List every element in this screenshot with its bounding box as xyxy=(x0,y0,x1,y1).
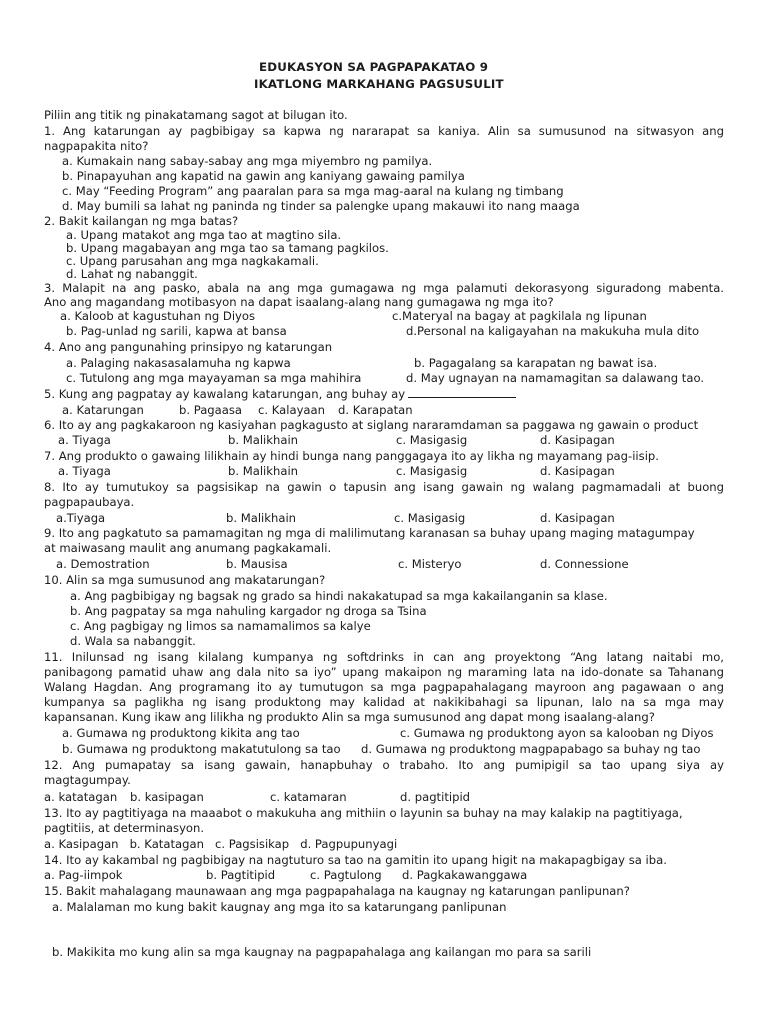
q5-option-d: d. Karapatan xyxy=(338,403,413,417)
q9-option-d: d. Connessione xyxy=(540,557,629,571)
q8-option-c: c. Masigasig xyxy=(394,511,466,525)
q8-option-a: a.Tiyaga xyxy=(56,511,106,525)
q11-option-b: b. Gumawa ng produktong makatutulong sa tao xyxy=(62,742,341,756)
q9-stem-line1: 9. Ito ang pagkatuto sa pamamagitan ng mga di malilimutang karanasan sa buhay upang maging matagumpay xyxy=(44,526,695,540)
q5-option-b: b. Pagaasa xyxy=(179,403,243,417)
q10-stem: 10. Alin sa mga sumusunod ang makatarungan? xyxy=(44,573,326,587)
q11-option-c: c. Gumawa ng produktong ayon sa kalooban ng Diyos xyxy=(400,726,714,740)
q12-option-d: d. pagtitipid xyxy=(400,790,471,804)
answer-blank xyxy=(408,387,516,398)
q10-option-c: c. Ang pagbigay ng limos sa namamalimos sa kalye xyxy=(70,619,371,633)
q8-option-b: b. Malikhain xyxy=(226,511,297,525)
q11-stem-line3: Walang Hagdan. Ang programang ito ay tumutugon sa mga pagpapahalagang mayroon ang pagawaan o ang xyxy=(44,680,724,694)
q5-option-c: c. Kalayaan xyxy=(258,403,325,417)
q12-option-b: b. kasipagan xyxy=(130,790,204,804)
q14-stem: 14. Ito ay kakambal ng pagbibigay na nagtuturo sa tao na gamitin ito upang higit na makapagbigay sa iba. xyxy=(44,853,667,867)
q5-option-a: a. Katarungan xyxy=(62,403,144,417)
q10-option-b: b. Ang pagpatay sa mga nahuling kargador ng droga sa Tsina xyxy=(70,604,427,618)
q11-stem-line1: 11. Inilunsad ng isang kilalang kumpanya ng softdrinks in can ang proyektong “Ang latang naitabi mo, xyxy=(44,650,724,664)
q3-option-d: d.Personal na kaligayahan na makukuha mula dito xyxy=(406,324,700,338)
q14-option-c: c. Pagtulong xyxy=(310,868,382,882)
q4-option-a: a. Palaging nakasasalamuha ng kapwa xyxy=(66,356,291,370)
q10-option-a: a. Ang pagbibigay ng bagsak ng grado sa hindi nakakatupad sa mga kakailanganin sa klase. xyxy=(70,589,608,603)
q10-option-d: d. Wala sa nabanggit. xyxy=(70,634,196,648)
q7-option-c: c. Masigasig xyxy=(396,464,468,478)
q3-option-a: a. Kaloob at kagustuhan ng Diyos xyxy=(60,309,256,323)
q12-stem-line2: magtagumpay. xyxy=(44,773,131,787)
q15-option-b: b. Makikita mo kung alin sa mga kaugnay na pagpapahalaga ang kailangan mo para sa sarili xyxy=(52,945,592,959)
q12-option-a: a. katatagan xyxy=(44,790,118,804)
q4-option-d: d. May ugnayan na namamagitan sa dalawang tao. xyxy=(406,371,705,385)
instructions: Piliin ang titik ng pinakatamang sagot at bilugan ito. xyxy=(44,108,348,122)
q1-stem-line2: nagpapakita nito? xyxy=(44,139,149,153)
q14-option-d: d. Pagkakawanggawa xyxy=(402,868,528,882)
q7-option-b: b. Malikhain xyxy=(228,464,299,478)
q13-stem-line1: 13. Ito ay pagtitiyaga na maaabot o makukuha ang mithiin o layunin sa buhay na may kalakip na pagtitiyaga, xyxy=(44,806,683,820)
q15-stem: 15. Bakit mahalagang maunawaan ang mga pagpapahalaga na kaugnay ng katarungan panlipunan? xyxy=(44,884,630,898)
q1-option-a: a. Kumakain nang sabay-sabay ang mga miyembro ng pamilya. xyxy=(62,154,433,168)
exam-title: EDUKASYON SA PAGPAPAKATAO 9 xyxy=(259,60,489,74)
q11-option-d: d. Gumawa ng produktong magpapabago sa buhay ng tao xyxy=(361,742,701,756)
exam-subtitle: IKATLONG MARKAHANG PAGSUSULIT xyxy=(254,77,504,91)
q4-option-b: b. Pagagalang sa karapatan ng bawat isa. xyxy=(414,356,658,370)
q9-option-c: c. Misteryo xyxy=(398,557,462,571)
q7-stem: 7. Ang produkto o gawaing lilikhain ay hindi bunga nang panggagaya ito ay likha ng mayamang pag-iisip. xyxy=(44,449,659,463)
q5-stem-text: 5. Kung ang pagpatay ay kawalang katarungan, ang buhay ay xyxy=(44,387,406,401)
q2-option-a: a. Upang matakot ang mga tao at magtino sila. xyxy=(66,228,342,242)
q13-stem-line2: pagtitiis, at determinasyon. xyxy=(44,821,205,835)
q6-stem: 6. Ito ay ang pagkakaroon ng kasiyahan pagkagusto at siglang nararamdaman sa paggawa ng gawain o product xyxy=(44,418,699,432)
q8-option-d: d. Kasipagan xyxy=(540,511,615,525)
q9-option-a: a. Demostration xyxy=(56,557,150,571)
q7-option-d: d. Kasipagan xyxy=(540,464,615,478)
q1-option-b: b. Pinapayuhan ang kapatid na gawin ang kaniyang gawaing pamilya xyxy=(62,169,465,183)
q5-stem xyxy=(44,387,516,402)
q11-option-a: a. Gumawa ng produktong kikita ang tao xyxy=(62,726,300,740)
q3-stem-line2: Ano ang magandang motibasyon na dapat isaalang-alang nang gumagawa ng mga ito? xyxy=(44,295,554,309)
q4-stem: 4. Ano ang pangunahing prinsipyo ng katarungan xyxy=(44,340,333,354)
q11-stem-line4: kumpanya sa paglikha ng isang produktong may kalidad at nakikibahagi sa lipunan, lalo na sa mga may xyxy=(44,695,724,709)
q14-option-b: b. Pagtitipid xyxy=(206,868,276,882)
q2-option-c: c. Upang parusahan ang mga nagkakamali. xyxy=(66,254,319,268)
q7-option-a: a. Tiyaga xyxy=(58,464,111,478)
q1-option-c: c. May “Feeding Program” ang paaralan para sa mga mag-aaral na kulang ng timbang xyxy=(62,184,564,198)
q1-option-d: d. May bumili sa lahat ng paninda ng tinder sa palengke upang makauwi ito nang maaga xyxy=(62,199,580,213)
q13-options: a. Kasipagan b. Katatagan c. Pagsisikap d. Pagpupunyagi xyxy=(44,837,398,851)
q3-option-b: b. Pag-unlad ng sarili, kapwa at bansa xyxy=(66,324,287,338)
q9-option-b: b. Mausisa xyxy=(226,557,288,571)
q14-option-a: a. Pag-iimpok xyxy=(44,868,123,882)
q4-option-c: c. Tutulong ang mga mayayaman sa mga mahihira xyxy=(66,371,362,385)
q11-stem-line2: panibagong pamatid uhaw ang dala nito sa iyo” upang makaipon ng maraming lata na ido-donate sa Tahanang xyxy=(44,665,724,679)
q12-stem-line1: 12. Ang pumapatay sa isang gawain, hanapbuhay o trabaho. Ito ang pumipigil sa tao upang siya ay xyxy=(44,758,724,772)
q3-stem-line1: 3. Malapit na ang pasko, abala na ang mga gumagawa ng mga palamuti dekorasyong siguradong mabenta. xyxy=(44,281,724,295)
q2-option-b: b. Upang magabayan ang mga tao sa tamang pagkilos. xyxy=(66,241,389,255)
q2-stem: 2. Bakit kailangan ng mga batas? xyxy=(44,214,239,228)
q6-option-a: a. Tiyaga xyxy=(58,433,111,447)
q6-option-c: c. Masigasig xyxy=(396,433,468,447)
q6-option-d: d. Kasipagan xyxy=(540,433,615,447)
q15-option-a: a. Malalaman mo kung bakit kaugnay ang mga ito sa katarungang panlipunan xyxy=(52,900,507,914)
q9-stem-line2: at maiwasang maulit ang anumang pagkakamali. xyxy=(44,541,332,555)
q2-option-d: d. Lahat ng nabanggit. xyxy=(66,267,198,281)
q12-option-c: c. katamaran xyxy=(270,790,347,804)
q8-stem-line2: pagpapaubaya. xyxy=(44,495,135,509)
q6-option-b: b. Malikhain xyxy=(228,433,299,447)
q3-option-c: c.Materyal na bagay at pagkilala ng lipunan xyxy=(392,309,647,323)
q11-stem-line5: kapansanan. Kung ikaw ang lilikha ng produkto Alin sa mga sumusunod ang dapat mong isaalang-alang? xyxy=(44,710,655,724)
q1-stem-line1: 1. Ang katarungan ay pagbibigay sa kapwa ng nararapat sa kaniya. Alin sa sumusunod na sitwasyon ang xyxy=(44,124,724,138)
q8-stem-line1: 8. Ito ay tumutukoy sa pagsisikap na gawin o tapusin ang isang gawain ng walang pagmamadali at buong xyxy=(44,480,724,494)
